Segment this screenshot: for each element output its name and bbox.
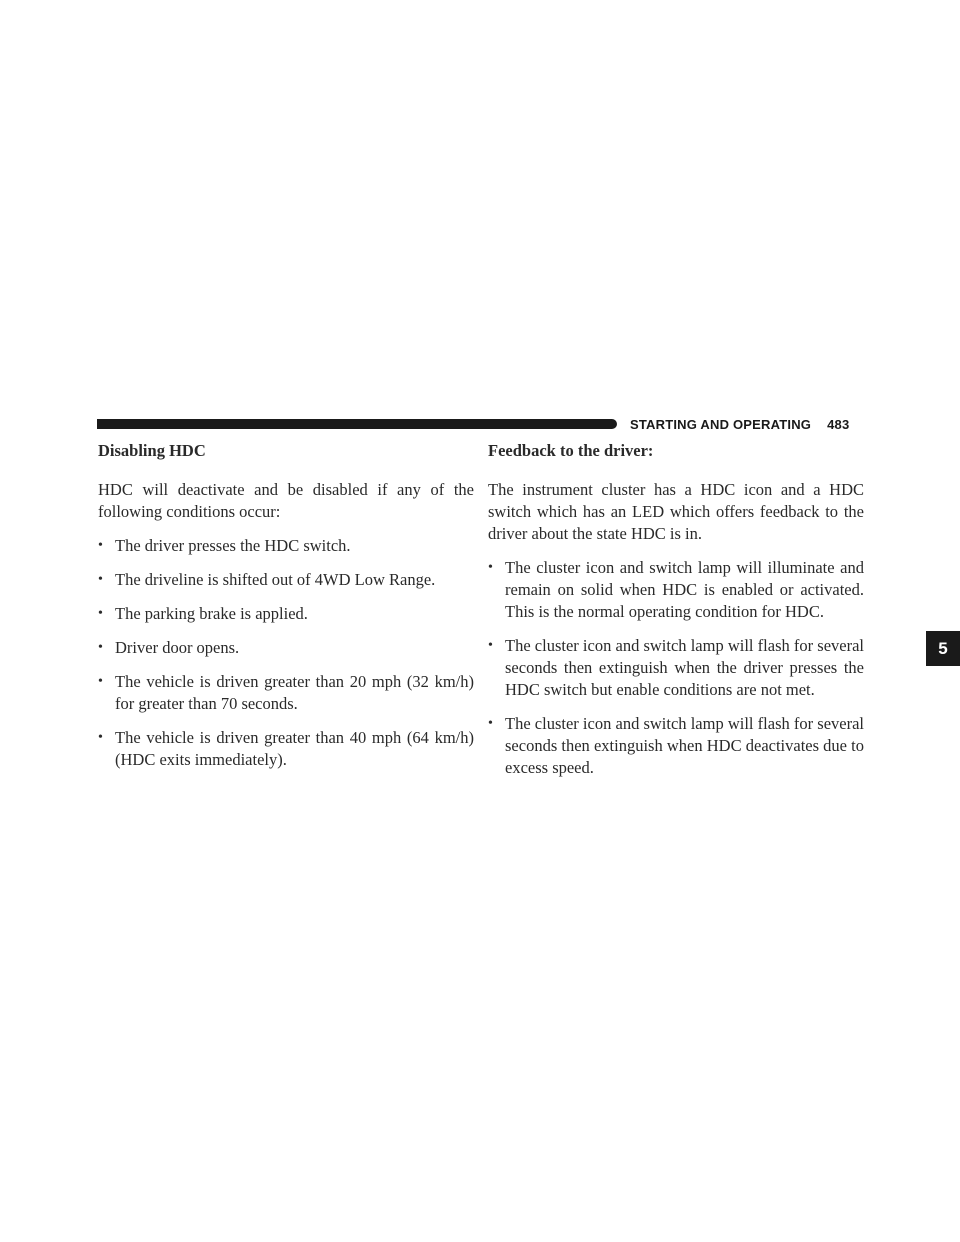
list-item: • The vehicle is driven greater than 20 mph (32 km/h) for greater than 70 seconds. [98, 672, 474, 713]
bullet-icon: • [488, 716, 493, 731]
list-item: • The driver presses the HDC switch. [98, 536, 351, 555]
bullet-icon: • [98, 572, 103, 587]
bullet-icon: • [98, 674, 103, 689]
right-column [488, 440, 864, 791]
list-item: • The cluster icon and switch lamp will flash for several seconds then extinguish when the driver presses the HDC switch but enable conditions are not met. [488, 636, 864, 699]
section-heading-feedback: Feedback to the driver: [488, 441, 654, 460]
intro-paragraph: HDC will deactivate and be disabled if any of the following conditions occur: [98, 480, 474, 521]
bullet-icon: • [488, 560, 493, 575]
left-column [98, 440, 474, 783]
conditions-list [98, 535, 474, 771]
intro-paragraph: The instrument cluster has a HDC icon and a HDC switch which has an LED which offers feedback to the driver about the state HDC is in. [488, 480, 864, 543]
list-item: • The cluster icon and switch lamp will illuminate and remain on solid when HDC is enabled or activated. This is the normal operating condition for HDC. [488, 558, 864, 621]
bullet-icon: • [488, 638, 493, 653]
bullet-icon: • [98, 606, 103, 621]
chapter-tab: 5 [926, 631, 960, 666]
list-item: • Driver door opens. [98, 638, 240, 657]
running-header [630, 417, 849, 431]
bullet-icon: • [98, 730, 103, 745]
bullet-icon: • [98, 640, 103, 655]
list-item: • The driveline is shifted out of 4WD Low Range. [98, 570, 436, 589]
page-number: 483 [827, 416, 850, 432]
section-title: STARTING AND OPERATING [630, 416, 812, 432]
list-item: • The cluster icon and switch lamp will flash for several seconds then extinguish when HDC deactivates due to excess speed. [488, 714, 864, 777]
bullet-icon: • [98, 538, 103, 553]
list-item: • The parking brake is applied. [98, 604, 308, 623]
header-rule [97, 419, 617, 429]
list-item: • The vehicle is driven greater than 40 mph (64 km/h) (HDC exits immediately). [98, 728, 474, 769]
section-heading-disabling-hdc: Disabling HDC [98, 441, 206, 460]
feedback-list [488, 557, 864, 779]
